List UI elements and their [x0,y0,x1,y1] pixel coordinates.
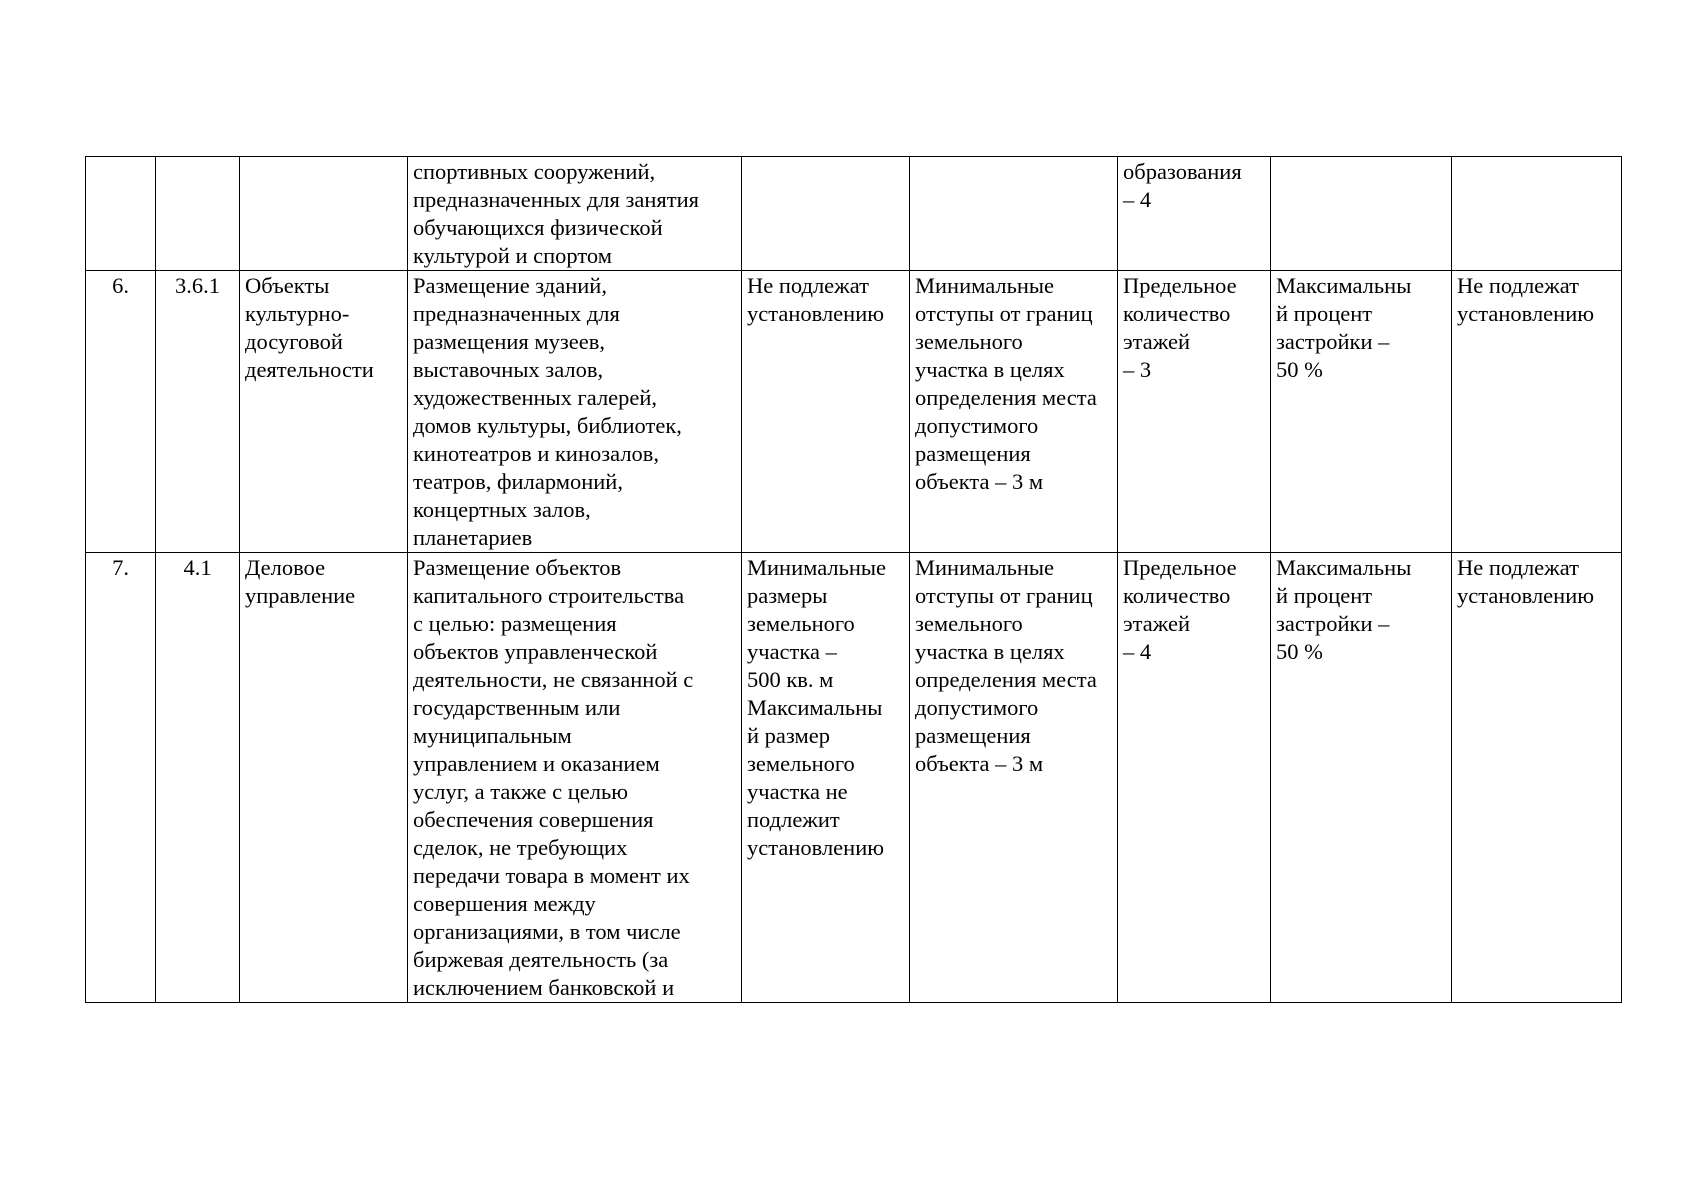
setbacks-cell: Минимальные отступы от границ земельного участка в целях определения места допустимого размещения объекта – 3 м [910,553,1118,1003]
other-restrictions-cell: Не подлежат установлению [1452,271,1622,553]
table-row [86,157,1622,271]
row-number-cell [86,157,156,271]
coverage-cell: Максимальны й процент застройки – 50 % [1271,553,1452,1003]
setbacks-cell [910,157,1118,271]
use-code-cell [156,157,240,271]
other-restrictions-cell: Не подлежат установлению [1452,553,1622,1003]
setbacks-cell: Минимальные отступы от границ земельного участка в целях определения места допустимого размещения объекта – 3 м [910,271,1118,553]
coverage-cell [1271,157,1452,271]
plot-size-cell: Не подлежат установлению [742,271,910,553]
table-row [86,271,1622,553]
floors-cell: образования – 4 [1118,157,1271,271]
table-row [86,553,1622,1003]
use-name-cell: Объекты культурно- досуговой деятельности [240,271,408,553]
regulations-table [85,156,1622,1003]
use-name-cell [240,157,408,271]
use-name-cell: Деловое управление [240,553,408,1003]
other-restrictions-cell [1452,157,1622,271]
use-description-cell: Размещение зданий, предназначенных для размещения музеев, выставочных залов, художественных галерей, домов культуры, библиотек, кинотеатров и кинозалов, театров, филармоний, концертных залов, планетариев [408,271,742,553]
use-description-cell: Размещение объектов капитального строительства с целью: размещения объектов управленческой деятельности, не связанной с государственным или муниципальным управлением и оказанием услуг, а также с целью обеспечения совершения сделок, не требующих передачи товара в момент их совершения между организациями, в том числе биржевая деятельность (за исключением банковской и [408,553,742,1003]
use-code-cell: 3.6.1 [156,271,240,553]
row-number-cell: 6. [86,271,156,553]
row-number-cell: 7. [86,553,156,1003]
plot-size-cell [742,157,910,271]
use-description-cell: спортивных сооружений, предназначенных для занятия обучающихся физической культурой и спортом [408,157,742,271]
coverage-cell: Максимальны й процент застройки – 50 % [1271,271,1452,553]
floors-cell: Предельное количество этажей – 4 [1118,553,1271,1003]
use-code-cell: 4.1 [156,553,240,1003]
plot-size-cell: Минимальные размеры земельного участка – 500 кв. м Максимальны й размер земельного участка не подлежит установлению [742,553,910,1003]
floors-cell: Предельное количество этажей – 3 [1118,271,1271,553]
